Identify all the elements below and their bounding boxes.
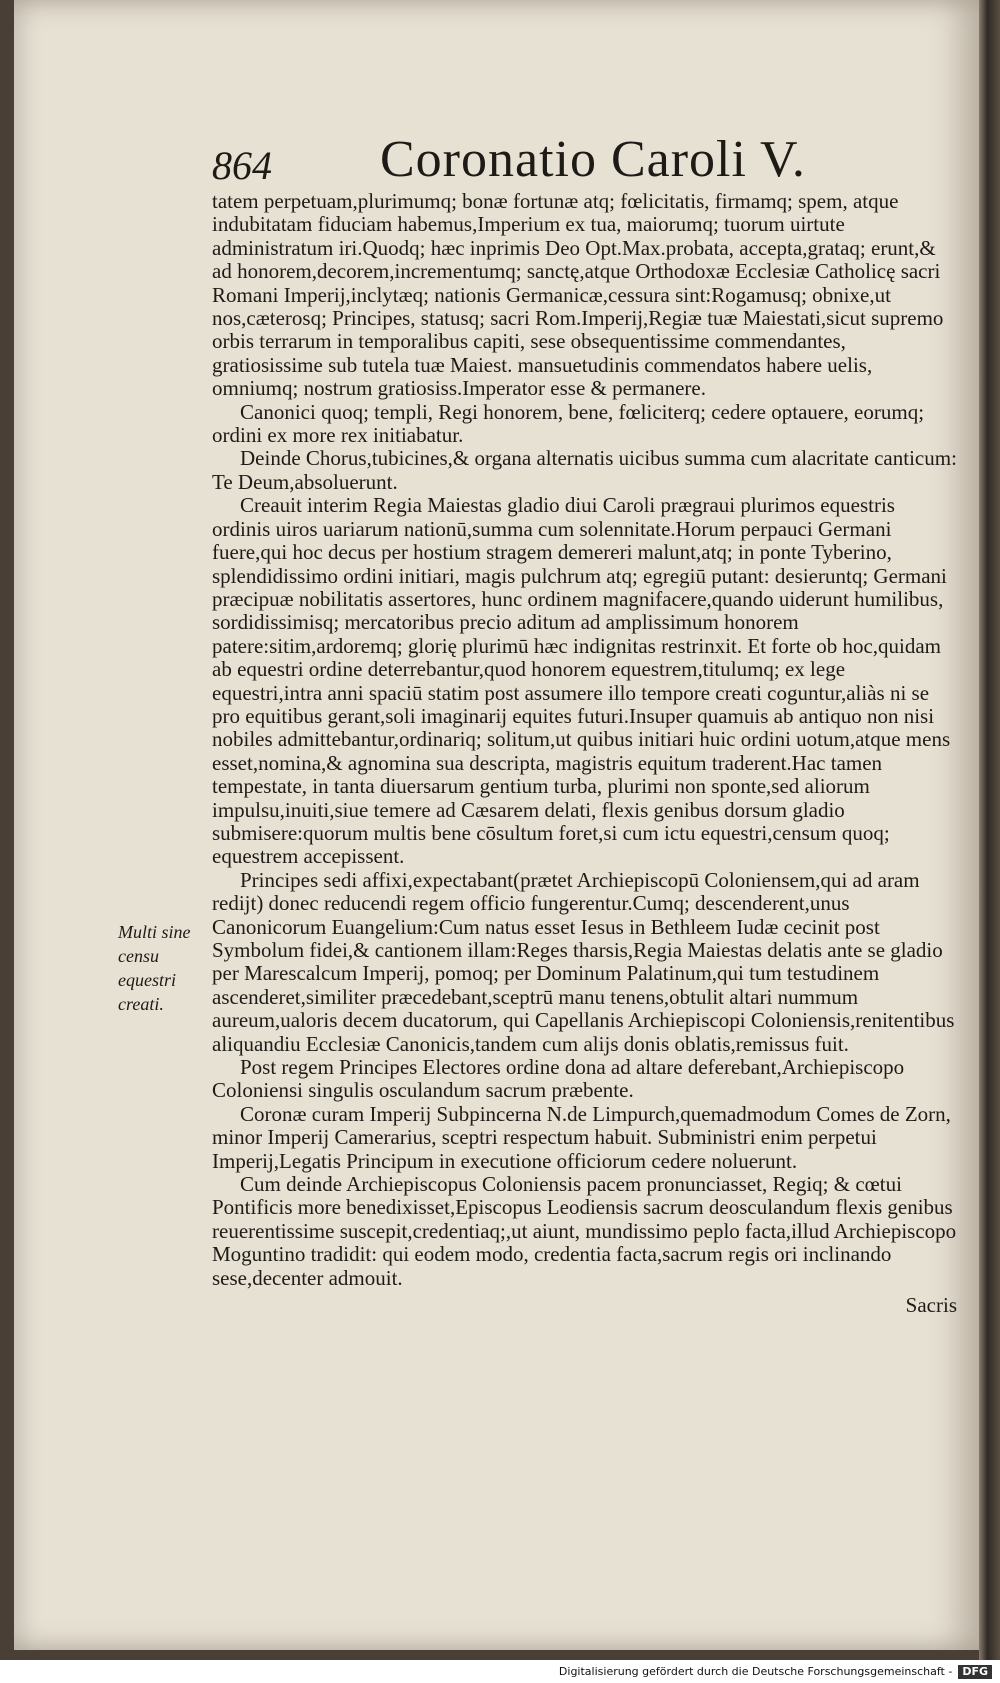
paragraph: Coronæ curam Imperij Subpincerna N.de Limpurch,quemadmodum Comes de Zorn, minor Imperij Camerarius, sceptri respectum habuit. Subministri enim perpetui Imperij,Legatis Principum in executione officiorum cedere noluerunt. [212,1101,951,1173]
paragraph: Cum deinde Archiepiscopus Coloniensis pacem pronunciasset, Regiq; & cœtui Pontificis more benedixisset,Episcopus Leodiensis sacrum deosculandum flexis genibus reuerentissime suscepit,credentiaq;,ut aiunt, mundissimo peplo facta,illud Archiepiscopo Moguntino tradidit: qui eodem modo, credentia facta,sacrum regis ori inclinando sese,decenter admouit. [212,1172,957,1290]
footer-credit: Digitalisierung gefördert durch die Deutsche Forschungsgemeinschaft - [558,1665,953,1678]
paragraph: Creauit interim Regia Maiestas gladio diui Caroli prægraui plurimos equestris ordinis uiros uariarum nationū,summa cum solennitate.Horum perpauci Germani fuere,qui hoc decus per hostium stragem demereri malunt,atq; in ponte Tyberino, splendidissimo ordini initiari, magis pulchrum atq; egregiū putant: desieruntq; Germani præcipuæ nobilitatis assertores, hunc ordinem magnifacere,quando uiderunt humilibus, sordidissimisq; mercatoribus precio aditum ad amplissimum honorem patere:sitim,ardoremq; glorię plurimū hæc indignitas restrinxit. Et forte ob hoc,quidam ab equestri ordine deterrebantur,quod honorem equestrem,titulumq; ex lege equestri,intra anni spaciū statim post assumere illo tempore creati coguntur,aliàs ni se pro equitibus gerant,soli imaginarij equites futuri.Insuper quamuis ab antiquo non nisi nobiles admittebantur,ordinariq; solitum,ut quibus initiari huic ordini uotum,atque mens esset,nomina,& agnomina sua descripta, magistris equitum traderent.Hac tamen tempestate, in tanta diuersarum gentium turba, plurimi non sponte,sed aliorum impulsu,inuiti,siue temere ad Cæsarem delati, flexis genibus dorsum gladio submisere:quorum multis bene cōsultum foret,si cum ictu equestri,censum quoq; equestrem accepissent. [212,493,951,869]
marginal-note: Multi sine censu equestri creati. [118,922,191,1014]
page-number: 864 [212,143,272,188]
paragraph: tatem perpetuam,plurimumq; bonæ fortunæ atq; fœlicitatis, firmamq; spem, atque indubitatam fiduciam habemus,Imperium ex tua, maiorumq; tuorum uirtute administratum iri.Quodq; hæc inprimis Deo Opt.Max.probata, accepta,grataq; erunt,& ad honorem,decorem,incrementumq; sanctę,atque Orthodoxæ Ecclesiæ Catholicę sacri Romani Imperij,inclytæq; nationis Germanicæ,cessura sint:Rogamusq; obnixe,ut nos,cæterosq; Principes, statusq; sacri Rom.Imperij,Regiæ tuæ Maiestati,sicut supremo orbis terrarum in temporalibus capiti, sese obsequentissime commendantes, gratiosissime sub tutela tuæ Maiest. mansuetudinis commendatos habere uelis, omniumq; nostrum gratiosiss.Imperator esse & permanere. [212,189,944,401]
paragraph: Canonici quoq; templi, Regi honorem, bene, fœliciterq; cedere optauere, eorumq; ordini ex more rex initiabatur. [212,399,925,448]
digitization-footer [0,1660,1000,1683]
catchword: Sacris [905,1293,957,1318]
paragraph: Principes sedi affixi,expectabant(prætet Archiepiscopū Coloniensem,qui ad aram redijt) donec reducendi regem officio fungerentur.Cumq; descenderent,unus Canonicorum Euangelium:Cum natus esset Iesus in Bethleem Iudæ cecinit post Symbolum fidei,& cantionem illam:Reges tharsis,Regia Maiestas delatis ante se gladio per Marescalcum Imperij, pomoq; per Dominum Palatinum,qui tum testudinem ascenderet,similiter præcedebant,sceptrū manu tenens,obtulit altari nummum aureum,ualoris decem ducatorum, qui Capellanis Archiepiscopi Coloniensis,renitentibus aliquandiu Ecclesiæ Canonicis,tandem cum alijs donis oblatis,remissus fuit. [212,867,955,1056]
book-edge [979,0,1000,1660]
dfg-logo: DFG [958,1665,992,1679]
paragraph: Post regem Principes Electores ordine dona ad altare deferebant,Archiepiscopo Coloniensi singulis osculandum sacrum præbente. [212,1055,905,1103]
body-text [212,190,957,1318]
running-title: Coronatio Caroli V. [380,131,806,188]
paragraph: Deinde Chorus,tubicines,& organa alternatis uicibus summa cum alacritate canticum: Te Deum,absoluerunt. [212,446,957,494]
